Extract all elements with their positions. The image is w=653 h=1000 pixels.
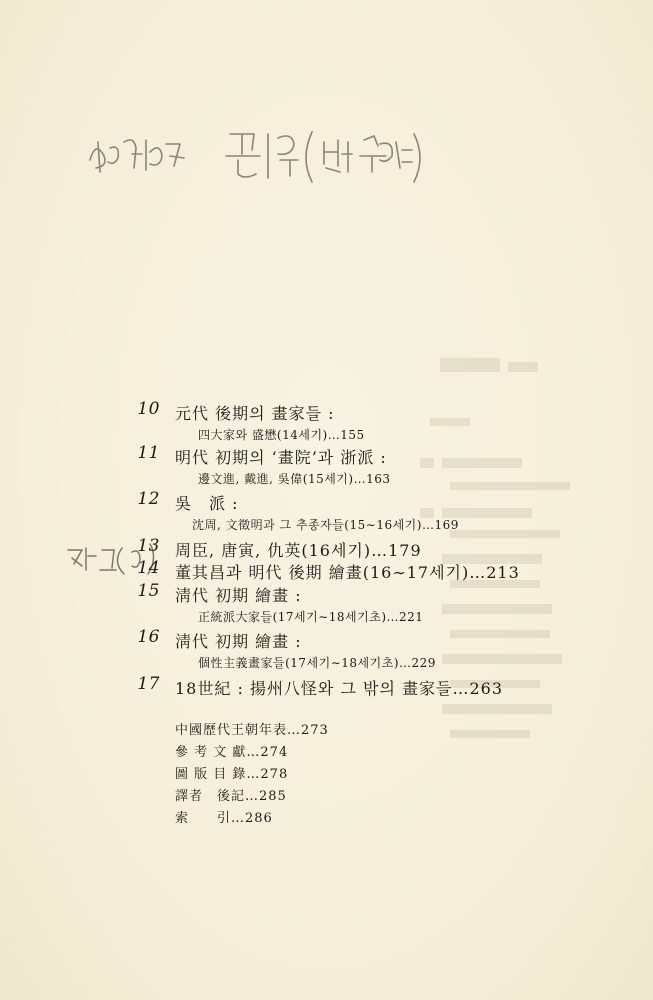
chapter-number: 11: [137, 443, 160, 463]
chapter-number: 14: [137, 558, 160, 578]
chapter-number: 15: [137, 581, 160, 601]
appendix-item: 圖 版 目 錄…278: [175, 767, 289, 782]
chapter-number: 10: [137, 399, 160, 419]
chapter-number: 16: [137, 627, 160, 647]
chapter-title: 淸代 初期 繪畫 :: [175, 632, 302, 651]
appendix-item: 索 引…286: [175, 811, 273, 826]
chapter-title: 明代 初期의 ‘畫院’과 浙派 :: [175, 448, 387, 467]
chapter-subtitle: 正統派大家들(17세기∼18세기초)…221: [198, 610, 424, 624]
chapter-title: 元代 後期의 畫家들 :: [175, 404, 335, 423]
chapter-title: 18世紀 : 揚州八怪와 그 밖의 畫家들…263: [175, 679, 503, 698]
chapter-title: 周臣, 唐寅, 仇英(16세기)…179: [175, 541, 422, 560]
appendix-item: 譯者 後記…285: [175, 789, 287, 804]
chapter-subtitle: 沈周, 文徵明과 그 추종자들(15∼16세기)…169: [192, 518, 459, 532]
chapter-number: 12: [137, 489, 160, 509]
chapter-title: 淸代 初期 繪畫 :: [175, 586, 302, 605]
chapter-number: 13: [137, 536, 160, 556]
chapter-subtitle: 四大家와 盛懋(14세기)…155: [198, 428, 365, 442]
chapter-title: 董其昌과 明代 後期 繪畫(16∼17세기)…213: [175, 563, 520, 582]
chapter-number: 17: [137, 674, 160, 694]
appendix-item: 中國歷代王朝年表…273: [175, 723, 329, 738]
appendix-item: 參 考 文 獻…274: [175, 745, 289, 760]
chapter-title: 吳 派 :: [175, 494, 239, 513]
chapter-subtitle: 邊文進, 戴進, 吳偉(15세기)…163: [198, 472, 391, 486]
chapter-subtitle: 個性主義畫家들(17세기∼18세기초)…229: [198, 656, 436, 670]
